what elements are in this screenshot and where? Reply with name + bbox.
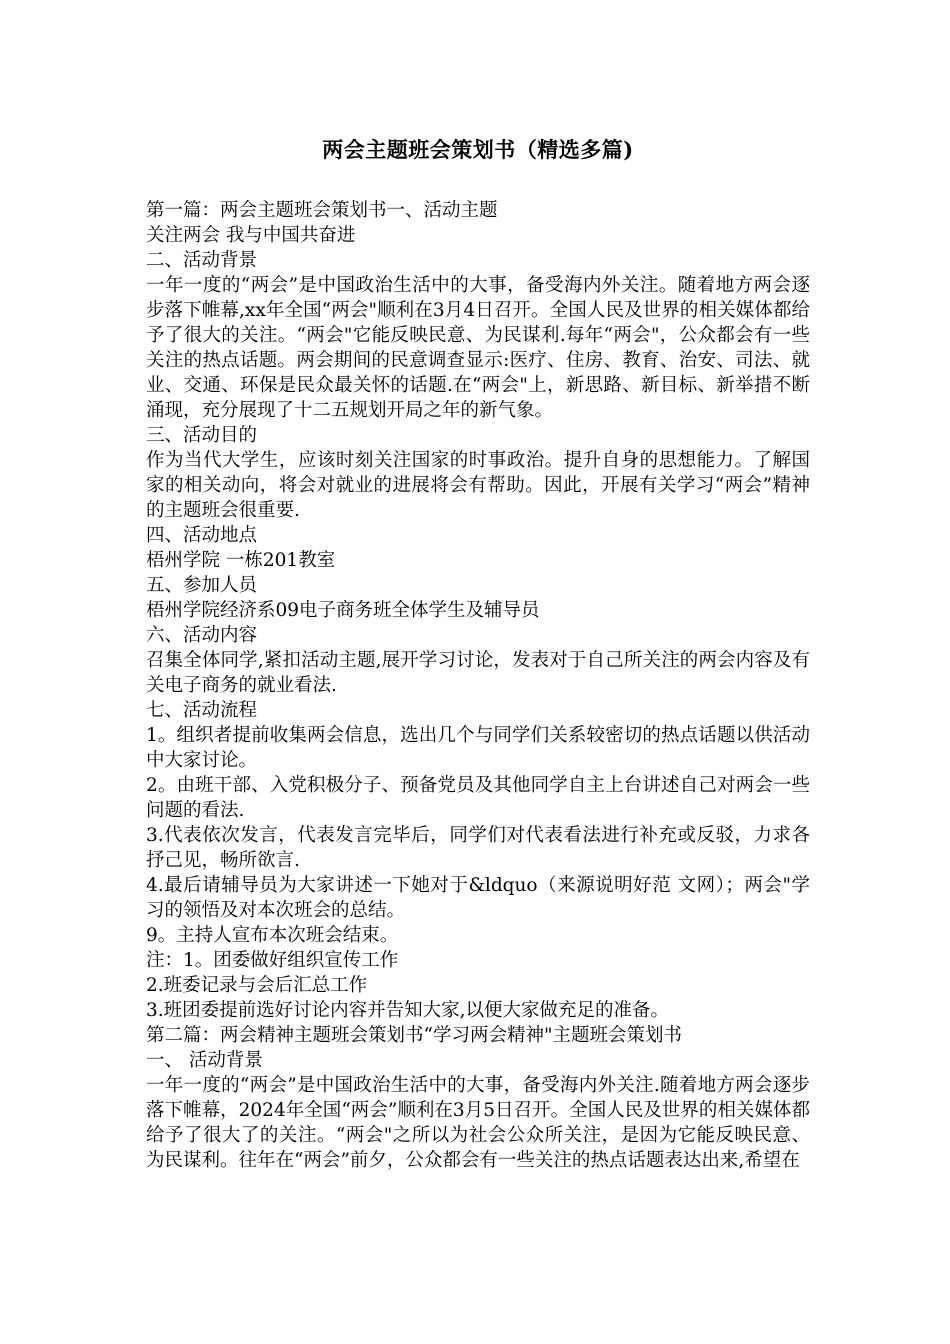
document-title: 两会主题班会策划书（精选多篇) — [322, 137, 634, 162]
section-heading: 四、活动地点 — [146, 525, 258, 546]
note-item: 2.班委记录与会后汇总工作 — [146, 975, 368, 996]
section-heading: 三、活动目的 — [146, 425, 258, 446]
document-body — [146, 198, 810, 1173]
section-heading: 二、活动背景 — [146, 250, 258, 271]
paragraph: 梧州学院 一栋201教室 — [146, 550, 336, 571]
list-item: 2。由班干部、入党积极分子、预备党员及其他同学自主上台讲述自己对两会一些问题的看法. — [146, 775, 810, 821]
paragraph: 作为当代大学生，应该时刻关注国家的时事政治。提升自身的思想能力。了解国家的相关动向，将会对就业的进展将会有帮助。因此，开展有关学习“两会”精神的主题班会很重要. — [146, 450, 810, 521]
paragraph: 一年一度的“两会”是中国政治生活中的大事，备受海内外关注.随着地方两会逐步落下帷幕，2024年全国“两会”顺利在3月5日召开。全国人民及世界的相关媒体都给予了很大了的关注。“两会"之所以为社会公众所关注，是因为它能反映民意、为民谋利。往年在“两会”前夕，公众都会有一些关注的热点话题表达出来,希望在 — [146, 1075, 810, 1171]
paragraph: 第一篇：两会主题班会策划书一、活动主题 — [146, 200, 498, 221]
note-item: 注：1。团委做好组织宣传工作 — [146, 950, 399, 971]
note-item: 3.班团委提前选好讨论内容并告知大家,以便大家做充足的准备。 — [146, 1000, 670, 1021]
paragraph: 关注两会 我与中国共奋进 — [146, 225, 356, 246]
paragraph: 召集全体同学,紧扣活动主题,展开学习讨论，发表对于自己所关注的两会内容及有关电子商务的就业看法. — [146, 650, 810, 696]
section-heading: 第二篇：两会精神主题班会策划书“学习两会精神"主题班会策划书 — [146, 1025, 682, 1046]
section-heading: 五、参加人员 — [146, 575, 258, 596]
list-item: 9。主持人宣布本次班会结束。 — [146, 925, 399, 946]
section-heading: 七、活动流程 — [146, 700, 258, 721]
paragraph: 一年一度的“两会”是中国政治生活中的大事，备受海内外关注。随着地方两会逐步落下帷幕,xx年全国“两会"顺利在3月4日召开。全国人民及世界的相关媒体都给予了很大的关注。“两会"它能反映民意、为民谋利.每年“两会"，公众都会有一些关注的热点话题。两会期间的民意调查显示:医疗、住房、教育、治安、司法、就业、交通、环保是民众最关怀的话题.在“两会"上，新思路、新目标、新举措不断涌现，充分展现了十二五规划开局之年的新气象。 — [146, 275, 810, 421]
list-item: 4.最后请辅导员为大家讲述一下她对于&ldquo（来源说明好范 文网）；两会"学习的领悟及对本次班会的总结。 — [146, 875, 810, 921]
section-heading: 六、活动内容 — [146, 625, 258, 646]
list-item: 1。组织者提前收集两会信息，选出几个与同学们关系较密切的热点话题以供活动中大家讨论。 — [146, 725, 810, 771]
paragraph: 梧州学院经济系09电子商务班全体学生及辅导员 — [146, 600, 540, 621]
list-item: 3.代表依次发言，代表发言完毕后，同学们对代表看法进行补充或反驳，力求各抒己见，畅所欲言. — [146, 825, 810, 871]
section-heading: 一、 活动背景 — [146, 1050, 263, 1071]
